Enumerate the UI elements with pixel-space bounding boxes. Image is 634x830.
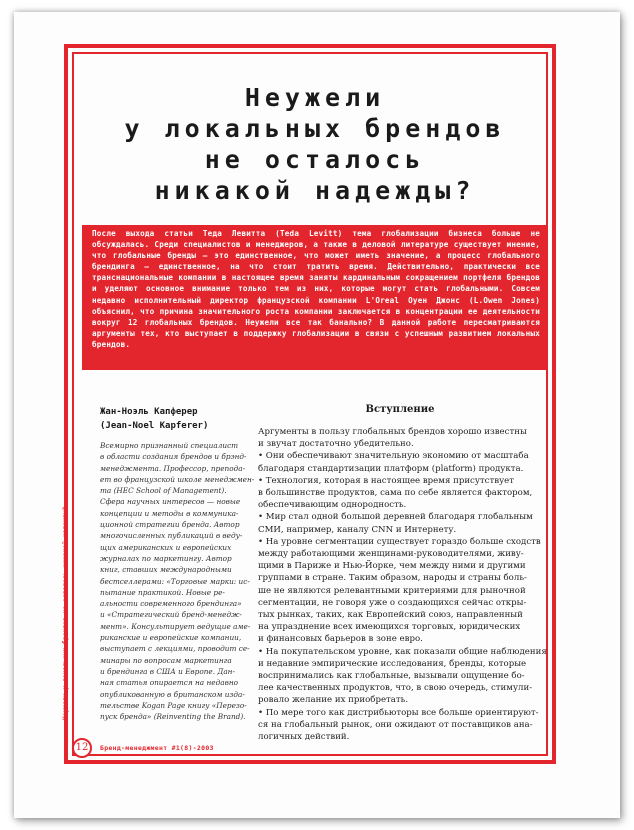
body-line: ровало желание их приобретать. <box>258 695 409 706</box>
page-number: 12 <box>72 738 92 758</box>
body-line: • Они обеспечивают значительную экономию от масштаба <box>258 451 529 462</box>
bio-line: и «Стратегический бренд-менедж- <box>100 610 242 620</box>
body-line: • На уровне сегментации существует гораздо больше сходств <box>258 536 541 547</box>
title-line: никакой надежды? <box>154 176 476 205</box>
body-line: • Мир стал одной большой деревней благодаря глобальным <box>258 512 533 523</box>
body-line: ся на глобальный рынок, они ожидают от поставщиков ана- <box>258 719 533 730</box>
bio-line: риканские и европейские компании, <box>100 633 242 643</box>
title-line: не осталось <box>204 145 426 174</box>
body-line: обеспечивающим однородность. <box>258 500 407 511</box>
lead-paragraph: После выхода статьи Теда Левитта (Теda Levitt) тема глобализации бизнеса больше не обсуждалась. Среди специалистов и менеджеров, а также в деловой литературе существует мнение, что глобальные бренды — это единственное, что может иметь значение, а процесс глобального брендинга — единственное, на что стоит тратить время. Действительно, практически все транснациональные компании в настоящее время заняты кардинальным сокращением портфеля брендов и уделяют основное внимание только тем из них, которые могут стать глобальными. Совсем недавно исполнительный директор французской компании L'Oreal Оуен Джонс (L.Owen Jones) объяснил, что причина значительного роста компании заключается в концентрации ее деятельности вокруг 12 глобальных брендов. Неужели все так банально? В данной работе пересматриваются аргументы тех, кто выступает в поддержку глобализации в связи с успешным развитием локальных брендов. <box>82 225 548 370</box>
title-line: у локальных брендов <box>124 114 506 143</box>
bio-line: тельстве Kogan Page книгу «Перезо- <box>100 700 247 710</box>
body-line: и звучат достаточно убедительно. <box>258 439 414 450</box>
bio-line: в области создания брендов и брэнд- <box>100 452 247 462</box>
body-line: тых рынках, таких, как Европейский союз, направленный <box>258 610 523 621</box>
bio-line: Всемирно признанный специалист <box>100 441 239 450</box>
body-line: • На покупательском уровне, как показали общие наблюдения <box>258 646 547 657</box>
bio-line: и брендинга в США и Европе. Дан- <box>100 666 235 676</box>
bio-line: концепции и методы в коммуника- <box>100 508 239 518</box>
article-title <box>80 82 550 206</box>
bio-line: многочисленных публикаций в веду- <box>100 531 243 541</box>
body-line: воспринимались как глобальные, вызывали ощущение бо- <box>258 671 525 682</box>
body-line: щими в Париже и Нью-Йорке, чем между ними и другими <box>258 561 526 572</box>
bio-line: книг, ставших международными <box>100 565 232 575</box>
bio-line: альности современного брендинга» <box>100 599 242 609</box>
body-line: логичных действий. <box>258 732 350 743</box>
body-line: благодаря стандартизации платформ (platform) продукта. <box>258 463 524 474</box>
bio-line: журналах по маркетингу. Автор <box>100 553 232 563</box>
author-bio <box>100 440 255 722</box>
bio-line: пуск бренда» (Reinventing the Brand). <box>100 712 246 722</box>
article-body <box>258 426 547 743</box>
body-line: между работающими женщинами-руководителями, живу- <box>258 549 524 560</box>
body-line: и финансовых барьеров в зоне евро. <box>258 634 423 645</box>
bio-line: та (HEC School of Management). <box>100 486 227 496</box>
footer-issue: Бренд-менеджмент #1(8)-2003 <box>100 744 214 752</box>
section-heading: Вступление <box>365 404 435 415</box>
bio-line: ная статья опирается на недавно <box>100 678 239 688</box>
bio-line: выступает с лекциями, проводит се- <box>100 644 250 654</box>
author-byline <box>100 405 250 433</box>
vertical-running-title: Неужели у локальных брендов не осталось никакой надежды? <box>62 506 69 720</box>
body-line: ше не являются релевантными критериями для рыночной <box>258 585 526 596</box>
body-line: и недавние эмпирические исследования, бренды, которые <box>258 658 527 669</box>
body-line: группами в стране. Таким образом, народы и страны боль- <box>258 573 527 584</box>
bio-line: ет во французской школе менеджмен- <box>100 474 255 484</box>
bio-line: Сфера научных интересов — новые <box>100 497 241 507</box>
author-name-latin: (Jean-Noel Kapferer) <box>100 421 209 431</box>
bio-line: бестселлерами: «Торговые марки: ис- <box>100 576 250 586</box>
bio-line: минары по вопросам маркетинга <box>100 655 232 665</box>
bio-line: щих американских и европейских <box>100 542 232 552</box>
body-line: сегментации, не говоря уже о создающихся сейчас откры- <box>258 597 527 608</box>
title-line: Неужели <box>244 83 386 112</box>
body-line: • Технология, которая в настоящее время присутствует <box>258 475 514 486</box>
body-line: Аргументы в пользу глобальных брендов хорошо известны <box>258 427 527 437</box>
bio-line: ционной стратегии бренда. Автор <box>100 520 240 530</box>
body-line: • По мере того как дистрибьюторы все больше ориентируют- <box>258 707 539 718</box>
bio-line: менеджмента. Профессор, препода- <box>100 463 246 473</box>
bio-line: опубликованную в британском изда- <box>100 689 245 699</box>
body-line: СМИ, например, каналу CNN и Интернету. <box>258 524 457 535</box>
author-name: Жан-Ноэль Капферер <box>100 407 198 417</box>
bio-line: мент». Консультирует ведущие аме- <box>100 621 251 631</box>
body-line: в большинстве продуктов, сама по себе является фактором, <box>258 488 533 499</box>
body-line: лее качественных продуктов, что, в свою очередь, стимули- <box>258 683 533 694</box>
bio-line: пытание практикой. Новые ре- <box>100 587 225 597</box>
body-line: на упразднение всех имеющихся торговых, юридических <box>258 622 521 633</box>
